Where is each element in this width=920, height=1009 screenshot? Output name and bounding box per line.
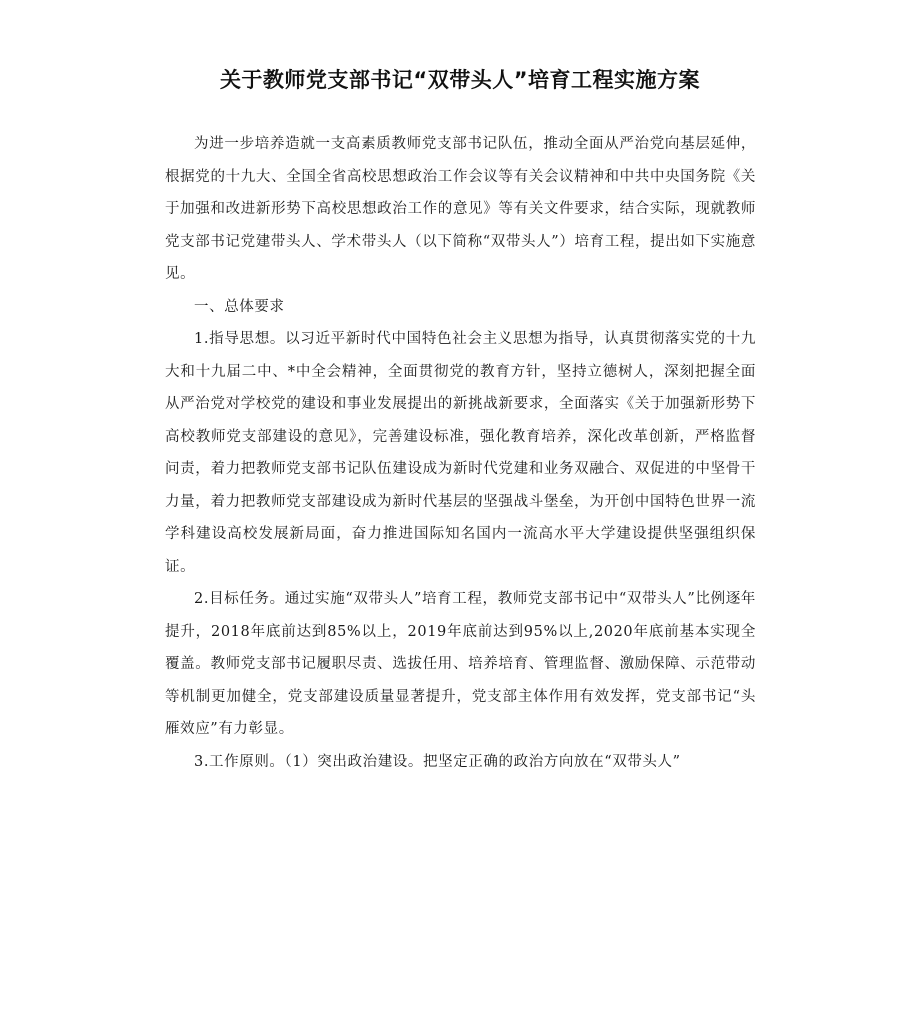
document-title: 关于教师党支部书记“双带头人”培育工程实施方案 [219, 68, 701, 92]
section-heading-general-requirements: 一、总体要求 [194, 298, 285, 315]
paragraph-goals-tasks: 2.目标任务。通过实施“双带头人”培育工程，教师党支部书记中“双带头人”比例逐年提升，2018年底前达到85%以上，2019年底前达到95%以上,2020年底前基本实现全覆盖。教师党支部书记履职尽责、选拔任用、培养培育、管理监督、激励保障、示范带动等机制更加健全，党支部建设质量显著提升，党支部主体作用有效发挥，党支部书记“头雁效应”有力彰显。 [165, 591, 756, 737]
paragraph-work-principles: 3.工作原则。（1）突出政治建设。把坚定正确的政治方向放在“双带头人” [194, 753, 681, 770]
paragraph-guiding-ideology: 1.指导思想。以习近平新时代中国特色社会主义思想为指导，认真贯彻落实党的十九大和十九届二中、*中全会精神，全面贯彻党的教育方针，坚持立德树人，深刻把握全面从严治党对学校党的建设和事业发展提出的新挑战新要求，全面落实《关于加强新形势下高校教师党支部建设的意见》，完善建设标准，强化教育培养，深化改革创新，严格监督问责，着力把教师党支部书记队伍建设成为新时代党建和业务双融合、双促进的中坚骨干力量，着力把教师党支部建设成为新时代基层的坚强战斗堡垒，为开创中国特色世界一流学科建设高校发展新局面，奋力推进国际知名国内一流高水平大学建设提供坚强组织保证。 [165, 331, 756, 575]
document-body [165, 128, 756, 778]
paragraph-intro: 为进一步培养造就一支高素质教师党支部书记队伍，推动全面从严治党向基层延伸，根据党的十九大、全国全省高校思想政治工作会议等有关会议精神和中共中央国务院《关于加强和改进新形势下高校思想政治工作的意见》等有关文件要求，结合实际，现就教师党支部书记党建带头人、学术带头人（以下简称“双带头人”）培育工程，提出如下实施意见。 [165, 136, 756, 282]
